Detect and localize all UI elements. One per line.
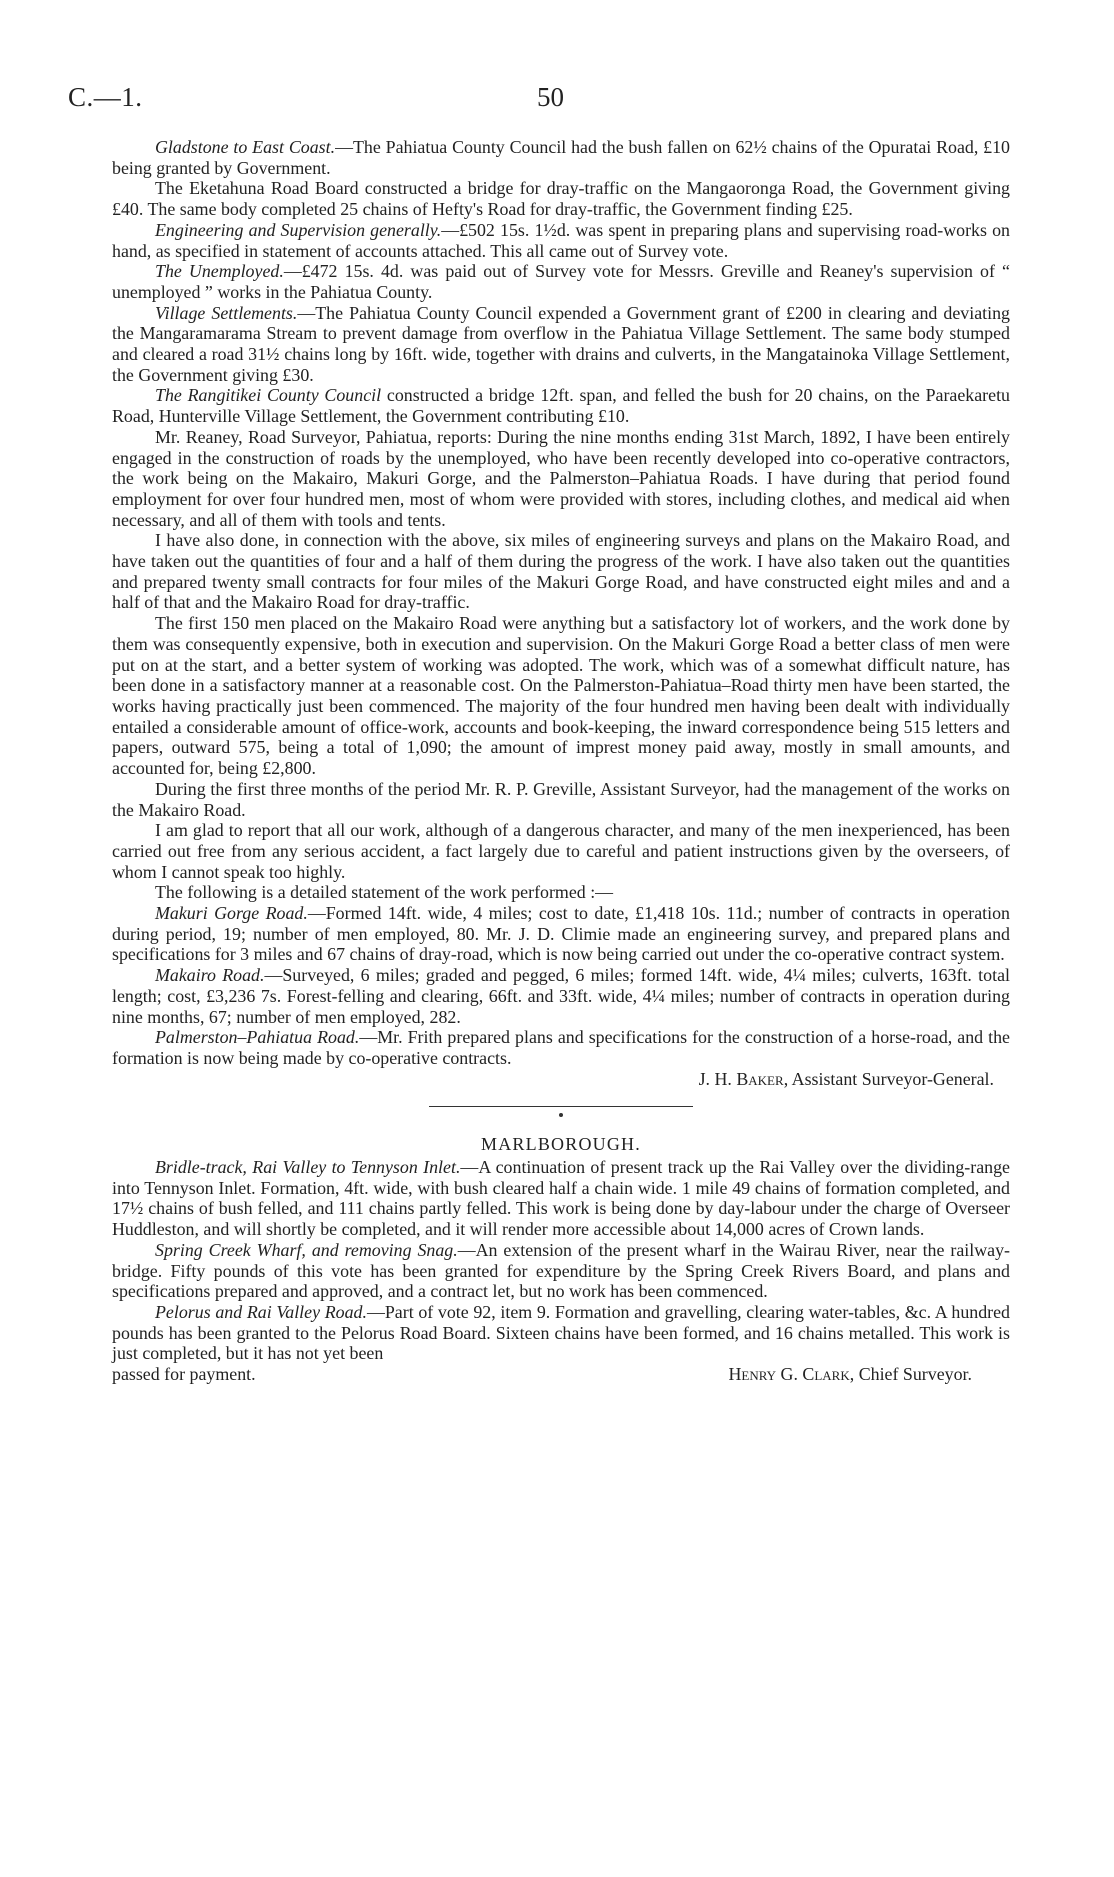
paragraph-heading: Pelorus and Rai Valley Road.: [155, 1301, 367, 1322]
paragraph: [112, 261, 1010, 302]
paragraph-heading: Village Settlements.: [155, 302, 298, 323]
paragraph-text: I have also done, in connection with the above, six miles of engineering surveys and plans on the Makairo Road, and have taken out the quantities of four and a half of them during the progress of the work. I have also taken out the quantities and prepared twenty small contracts for four miles of the Makuri Gorge Road, and have constructed eight miles and and a half of that and the Makairo Road for dray-traffic.: [112, 530, 1010, 613]
signature: [728, 1364, 1010, 1385]
section-divider: [429, 1106, 693, 1107]
paragraph: [112, 220, 1010, 261]
paragraph: [112, 137, 1010, 178]
paragraph: [112, 820, 1010, 882]
paragraph: [112, 1302, 1010, 1364]
paragraph-text: The first 150 men placed on the Makairo Road were anything but a satisfactory lot of workers, and the work done by them was consequently expensive, both in execution and supervision. On the Makuri Gorge Road a better class of men were put on at the start, and a better system of working was adopted. The work, which was of a somewhat difficult nature, has been done in a satisfactory manner at a reasonable cost. On the Palmerston-Pahiatua–Road thirty men have been started, the works having practically just been commenced. The majority of the four hundred men having been dealt with individually entailed a considerable amount of office-work, accounts and book-keeping, the inward correspondence being 515 letters and papers, outward 575, being a total of 1,090; the amount of imprest money paid away, mostly in small amounts, and accounted for, being £2,800.: [112, 613, 1010, 779]
paragraph: [112, 965, 1010, 1027]
closing-line: [112, 1364, 1010, 1385]
paragraph: [112, 530, 1010, 613]
paragraph-heading: Palmerston–Pahiatua Road.: [155, 1027, 360, 1048]
closing-text: passed for payment.: [112, 1364, 256, 1385]
paragraph-text: —A continuation of present track up the Rai Valley over the dividing-range into Tennyson Inlet. Formation, 4ft. wide, with bush cleared half a chain wide. 1 mile 49 chains of formation completed, and 17½ chains of bush felled, and 111 chains partly felled. This work is being done by day-labour under the charge of Overseer Huddleston, and will shortly be completed, and it will render more accessible about 14,000 acres of Crown lands.: [112, 1157, 1010, 1240]
document-body: [112, 137, 1010, 1385]
divider-dot: [559, 1113, 563, 1117]
signature-name: J. H. Baker: [698, 1068, 784, 1089]
paragraph: [112, 1157, 1010, 1240]
paragraph: [112, 385, 1010, 426]
page-number: 50: [537, 82, 564, 112]
paragraph-heading: Gladstone to East Coast.: [155, 137, 336, 157]
paragraph-text: constructed a bridge 12ft. span, and felled the bush for 20 chains, on the Paraekaretu Road, Hunterville Village Settlement, the Government contributing £10.: [112, 385, 1011, 427]
paragraph: [112, 1027, 1010, 1068]
signature: [112, 1069, 1010, 1090]
signature-name: Henry G. Clark: [728, 1364, 850, 1385]
paragraph-text: The Eketahuna Road Board constructed a bridge for dray-traffic on the Mangaoronga Road, the Government giving £40. The same body completed 25 chains of Hefty's Road for dray-traffic, the Government finding £25.: [112, 178, 1010, 220]
signature-title: , Assistant Surveyor-General.: [783, 1068, 994, 1089]
paragraph-heading: The Unemployed.: [155, 261, 284, 282]
paragraph-text: During the first three months of the period Mr. R. P. Greville, Assistant Surveyor, had the management of the works on the Makairo Road.: [112, 778, 1010, 820]
paragraph-heading: Engineering and Supervision generally.: [155, 219, 442, 240]
paragraph: [112, 613, 1010, 779]
paragraph: [112, 178, 1010, 219]
paragraph-text: —£472 15s. 4d. was paid out of Survey vote for Messrs. Greville and Reaney's supervision of “ unemployed ” works in the Pahiatua County.: [112, 261, 1010, 302]
paragraph: [112, 903, 1010, 965]
paragraph: [112, 1240, 1010, 1302]
paragraph: [112, 303, 1010, 386]
paragraph: [112, 779, 1010, 820]
paragraph-heading: Spring Creek Wharf, and removing Snag.: [155, 1239, 458, 1260]
paragraph-text: —Formed 14ft. wide, 4 miles; cost to date, £1,418 10s. 11d.; number of contracts in operation during period, 19; number of men employed, 80. Mr. J. D. Climie made an engineering survey, and prepared plans and specifications for 3 miles and 67 chains of dray-road, which is now being carried out under the co-operative contract system.: [112, 903, 1010, 965]
paragraph-heading: Bridle-track, Rai Valley to Tennyson Inlet.: [155, 1157, 461, 1178]
paragraph-text: —The Pahiatua County Council expended a Government grant of £200 in clearing and deviating the Mangaramarama Stream to prevent damage from overflow in the Pahiatua Village Settlement. The same body stumped and cleared a road 31½ chains long by 16ft. wide, together with drains and culverts, in the Mangatainoka Village Settlement, the Government giving £30.: [112, 302, 1010, 385]
paragraph-text: —Part of vote 92, item 9. Formation and gravelling, clearing water-tables, &c. A hundred pounds has been granted to the Pelorus Road Board. Sixteen chains have been formed, and 16 chains metalled. This work is just completed, but it has not yet been: [112, 1301, 1010, 1364]
paragraph-text: —£502 15s. 1½d. was spent in preparing plans and supervising road-works on hand, as specified in statement of accounts attached. This all came out of Survey vote.: [112, 219, 1010, 261]
paragraph: [112, 427, 1010, 531]
paragraph-text: —An extension of the present wharf in the Wairau River, near the railway-bridge. Fifty pounds of this vote has been granted for expenditure by the Spring Creek Rivers Board, and plans and specifications prepared and approved, and a contract let, but no work has been commenced.: [112, 1239, 1010, 1302]
paragraph-heading: Makairo Road.: [155, 965, 265, 986]
paragraph-text: The following is a detailed statement of the work performed :—: [155, 882, 614, 903]
section-title: MARLBOROUGH.: [481, 1134, 641, 1155]
paragraph: [112, 882, 1010, 903]
paragraph-text: —Surveyed, 6 miles; graded and pegged, 6 miles; formed 14ft. wide, 4¼ miles; culverts, 163ft. total length; cost, £3,236 7s. Forest-felling and clearing, 66ft. and 33ft. wide, 4¼ miles; number of contracts in operation during nine months, 67; number of men employed, 282.: [112, 965, 1010, 1027]
paragraph-heading: The Rangitikei County Council: [155, 385, 382, 406]
paragraph-heading: Makuri Gorge Road.: [155, 903, 308, 924]
document-code: C.—1.: [68, 82, 143, 112]
paragraph-text: —Mr. Frith prepared plans and specifications for the construction of a horse-road, and the formation is now being made by co-operative contracts.: [112, 1027, 1010, 1068]
signature-title: , Chief Surveyor.: [849, 1364, 972, 1385]
paragraph-text: I am glad to report that all our work, although of a dangerous character, and many of the men inexperienced, has been carried out free from any serious accident, a fact largely due to careful and patient instructions given by the overseers, of whom I cannot speak too highly.: [112, 820, 1010, 882]
paragraph-text: —The Pahiatua County Council had the bush fallen on 62½ chains of the Opuratai Road, £10 being granted by Government.: [112, 137, 1011, 178]
paragraph-text: Mr. Reaney, Road Surveyor, Pahiatua, reports: During the nine months ending 31st March, 1892, I have been entirely engaged in the construction of roads by the unemployed, who have been recently developed into co-operative contractors, the work being on the Makairo, Makuri Gorge, and the Palmerston–Pahiatua Roads. I have during that period found employment for over four hundred men, most of whom were provided with stores, including clothes, and medical aid when necessary, and all of them with tools and tents.: [112, 426, 1010, 530]
